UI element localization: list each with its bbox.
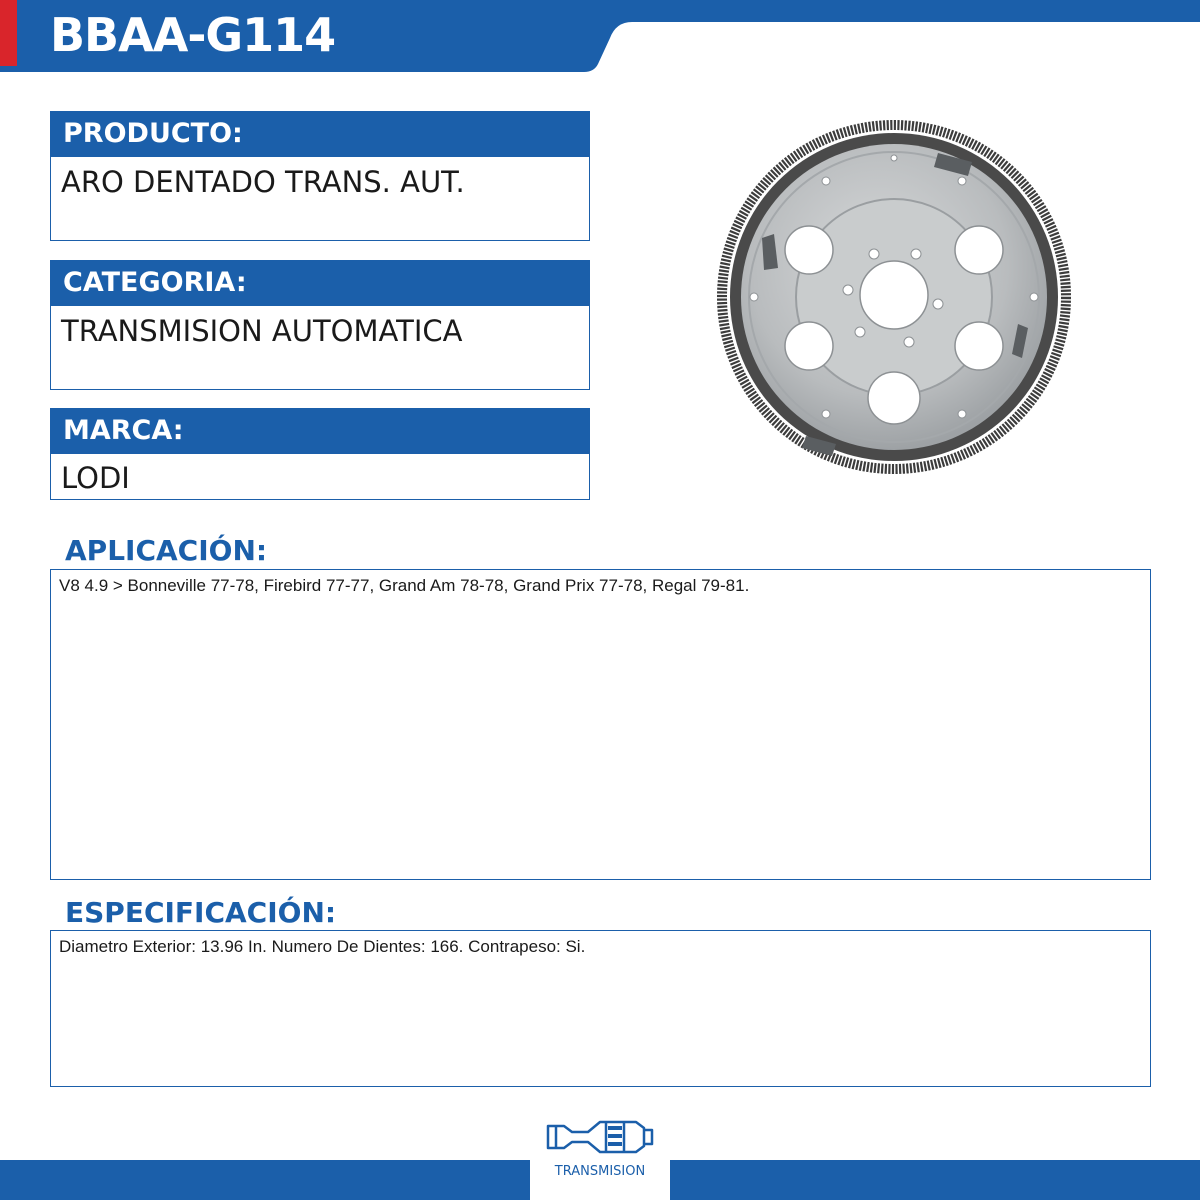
marca-field [50,408,590,500]
producto-field [50,111,590,241]
aplicacion-box [50,569,1151,880]
marca-value: LODI [50,454,590,500]
producto-value: ARO DENTADO TRANS. AUT. [50,157,590,241]
especificacion-box [50,930,1151,1087]
categoria-value: TRANSMISION AUTOMATICA [50,306,590,390]
aplicacion-title: APLICACIÓN: [65,534,268,567]
categoria-field [50,260,590,390]
especificacion-text: Diametro Exterior: 13.96 In. Numero De Dientes: 166. Contrapeso: Si. [59,937,586,956]
transmission-icon [544,1112,656,1162]
producto-label: PRODUCTO: [50,111,590,157]
categoria-label: CATEGORIA: [50,260,590,306]
flexplate-image [716,118,1072,476]
marca-label: MARCA: [50,408,590,454]
especificacion-title: ESPECIFICACIÓN: [65,896,337,929]
product-code-title: BBAA-G114 [50,8,336,62]
aplicacion-text: V8 4.9 > Bonneville 77-78, Firebird 77-77, Grand Am 78-78, Grand Prix 77-78, Regal 79-81. [59,576,750,595]
footer-category-label: TRANSMISION [554,1164,646,1179]
